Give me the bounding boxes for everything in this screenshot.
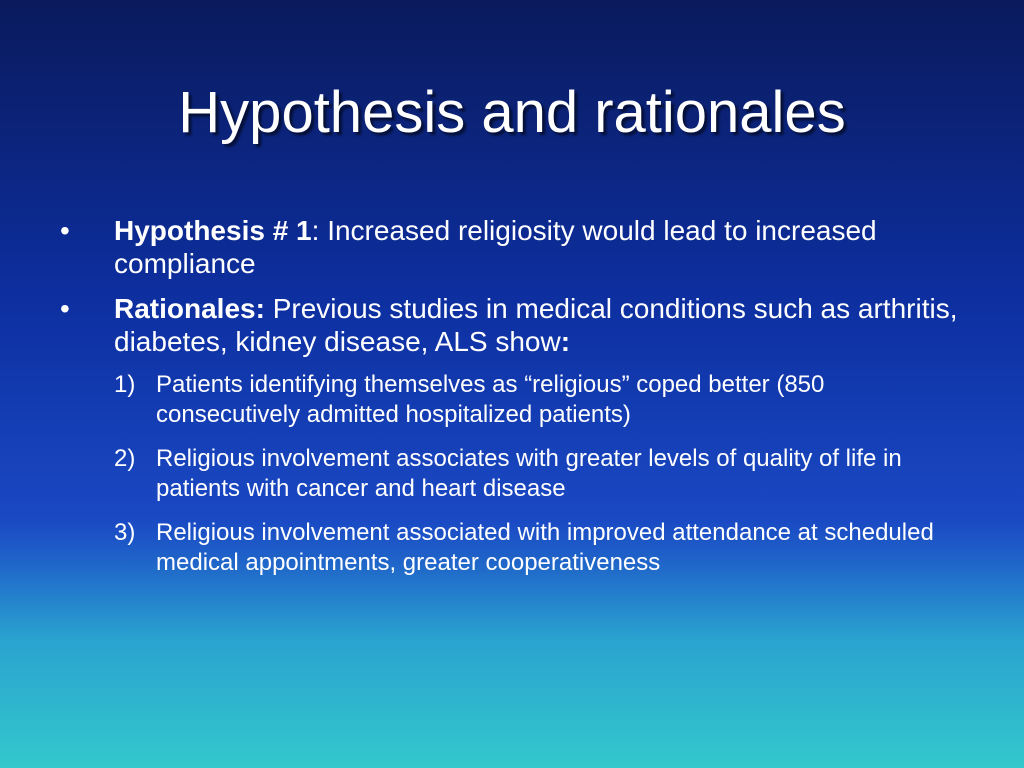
list-item: [114, 518, 958, 578]
bullet-label: Hypothesis # 1: [114, 215, 312, 246]
list-item-text: Religious involvement associated with improved attendance at scheduled medical appointments, greater cooperativeness: [156, 519, 934, 576]
bullet-marker: •: [60, 215, 70, 246]
slide-title: Hypothesis and rationales: [178, 80, 846, 145]
list-item-number: 1): [114, 371, 136, 398]
bullet-rationales: [58, 292, 958, 358]
list-item-number: 2): [114, 445, 136, 472]
bullet-text: : Increased religiosity would lead to increased compliance: [114, 215, 877, 279]
list-item: [114, 370, 958, 430]
slide-body: [58, 214, 958, 592]
list-item-number: 3): [114, 519, 136, 546]
bullet-trailing-colon: :: [560, 326, 571, 357]
bullet-hypothesis: [58, 214, 958, 280]
bullet-text: Previous studies in medical conditions such as arthritis, diabetes, kidney disease, ALS show: [114, 293, 958, 357]
list-item-text: Patients identifying themselves as “religious” coped better (850 consecutively admitted hospitalized patients): [156, 371, 825, 428]
list-item-text: Religious involvement associates with greater levels of quality of life in patients with cancer and heart disease: [156, 445, 902, 502]
numbered-list: [58, 370, 958, 578]
bullet-label: Rationales:: [114, 293, 265, 324]
list-item: [114, 444, 958, 504]
bullet-marker: •: [60, 293, 70, 324]
